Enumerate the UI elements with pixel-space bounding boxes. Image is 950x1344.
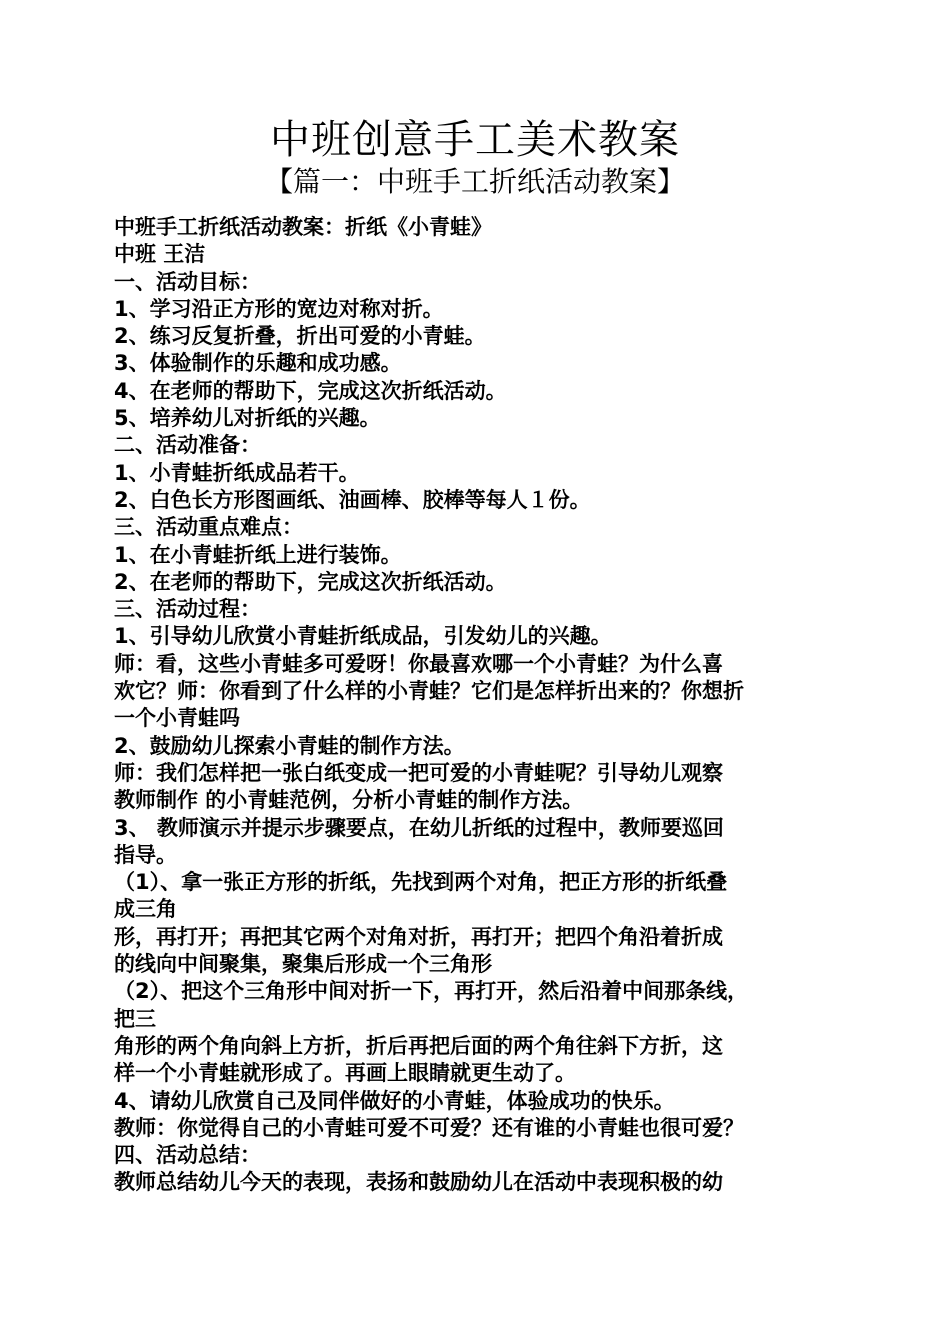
body-line: 三、活动过程： [114,597,261,622]
body-line: 四、活动总结： [114,1143,261,1168]
body-line: 3、 教师演示并提示步骤要点，在幼儿折纸的过程中，教师要巡回 [114,815,724,840]
document-body [114,214,844,1197]
document-title: 中班创意手工美术教案 [270,117,680,163]
body-line: 4、请幼儿欣赏自己及同伴做好的小青蛙，体验成功的快乐。 [114,1088,675,1113]
body-line: 形，再打开；再把其它两个对角对折，再打开；把四个角沿着折成 [114,924,723,949]
body-line: 3、体验制作的乐趣和成功感。 [114,351,402,376]
body-line: 师：看，这些小青蛙多可爱呀！你最喜欢哪一个小青蛙？为什么喜 [114,651,723,676]
body-line: 的线向中间聚集，聚集后形成一个三角形 [114,952,492,977]
body-line: 样一个小青蛙就形成了。再画上眼睛就更生动了。 [114,1061,576,1086]
body-line: 中班手工折纸活动教案：折纸《小青蛙》 [114,215,492,239]
body-line: 把三 [114,1006,156,1031]
body-line: 5、培养幼儿对折纸的兴趣。 [114,406,381,431]
body-line: 欢它？师：你看到了什么样的小青蛙？它们是怎样折出来的？你想折 [114,679,744,704]
body-line: 1、在小青蛙折纸上进行装饰。 [114,542,402,567]
body-line: 中班 王洁 [114,242,206,267]
document-subtitle: 【篇一：中班手工折纸活动教案】 [264,165,685,198]
body-line: 1、学习沿正方形的宽边对称对折。 [114,296,444,321]
body-line: 三、活动重点难点： [114,515,303,540]
body-line: 4、在老师的帮助下，完成这次折纸活动。 [114,378,507,403]
body-line: 教师制作 的小青蛙范例，分析小青蛙的制作方法。 [114,788,584,813]
body-line: （1）、拿一张正方形的折纸，先找到两个对角，把正方形的折纸叠 [114,870,728,895]
body-line: 教师：你觉得自己的小青蛙可爱不可爱？还有谁的小青蛙也很可爱？ [114,1115,744,1140]
body-line: 师：我们怎样把一张白纸变成一把可爱的小青蛙呢？引导幼儿观察 [114,760,723,785]
body-line: 指导。 [114,842,177,867]
body-line: 2、练习反复折叠，折出可爱的小青蛙。 [114,324,486,349]
body-line: 二、活动准备： [114,433,261,458]
body-line: 2、白色长方形图画纸、油画棒、胶棒等每人１份。 [114,487,591,512]
body-line: 2、在老师的帮助下，完成这次折纸活动。 [114,569,507,594]
body-line: 角形的两个角向斜上方折，折后再把后面的两个角往斜下方折，这 [114,1033,723,1058]
body-line: 一、活动目标： [114,269,261,294]
body-line: 1、引导幼儿欣赏小青蛙折纸成品，引发幼儿的兴趣。 [114,624,612,649]
body-line: 2、鼓励幼儿探索小青蛙的制作方法。 [114,733,465,758]
body-line: 成三角 [114,897,177,922]
body-line: 一个小青蛙吗 [114,706,240,731]
body-line: （2）、把这个三角形中间对折一下，再打开，然后沿着中间那条线， [114,979,749,1004]
body-line: 1、小青蛙折纸成品若干。 [114,460,360,485]
body-line: 教师总结幼儿今天的表现，表扬和鼓励幼儿在活动中表现积极的幼 [114,1170,723,1195]
